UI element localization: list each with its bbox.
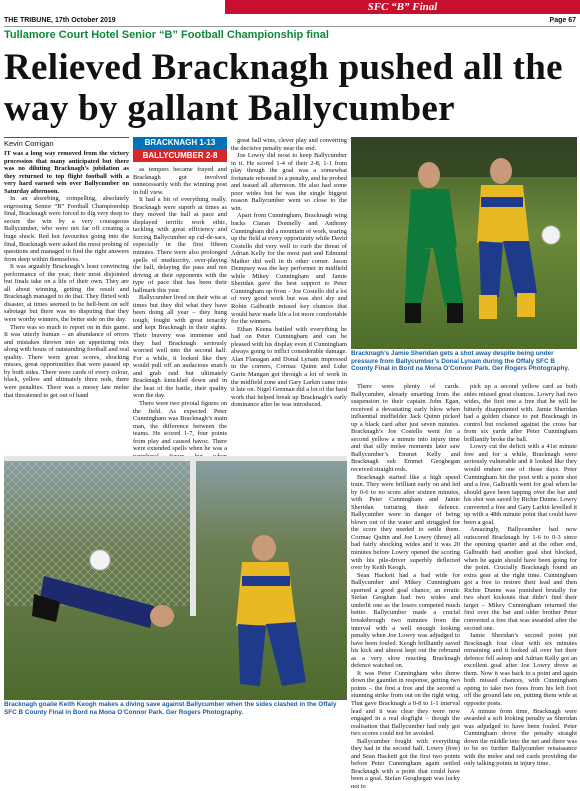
paragraph: Ballycumber fought with everything they had in the second half. Lowry (free) and Sean Hackett got the first two points before Peter Cunningham again settled Bracknagh with a point that could have been a goal. Stefan Geoghegan was lucky not to [351,737,460,790]
paragraph: Sean Hackett had a bad wide for Ballycumber and Mikey Cunningham spurned a good goal chance, an erratic Stefan Geoghan had two wides and underlit one as the losers competed much better. Ballycumber made a crucial breakthrough two minutes from the interval with a well enough looking penalty when Joe Lowry was adjudged to have been fouled. Keogh brilliantly saved his kick and almost kept out the rebound as a very slow reacting Bracknagh defence watched on. [351,571,460,670]
article-column-5 [464,383,577,768]
paragraph: Apart from Cunningham, Bracknagh wing backs Ciaran Donnelly and Anthony Cunningham did a mountain of work, tearing up the field at every opportunity while David Costello did very well to curb the threat of Adrian Kelly for the most part and Edmund Mather did well in th other corner. Jason Dempsey was the key performer in midfield while Mikey Cunningham and Jamie Sheridan gave the best support to Peter Cunningham up front – Joe Costello did a lot of very good work but was shot shy and Robin Galbraith missed key chances that would have made life a lot more comfortable for the winners. [231,212,347,326]
paragraph: A minute from time, Bracknagh were awarded a soft looking penalty as Sheridan was adjudged to have been fouled. Peter Cunningham drove the penalty straight down the middle into the net and there was to be no further Ballycumber renaissance with the melee and red cards providing the only talking points in injury time. [464,707,577,768]
article-column-3 [231,137,347,453]
photo-caption-top: Bracknagh’s Jamie Sheridan gets a shot away despite being under pressure from Ballycumber’s Donal Lynam during the Offaly SFC B County Final in Bord na Mona O’Connor Park. Ger Rogers Photography. [351,350,577,380]
page-number: Page 67 [549,17,576,24]
paragraph: Jamie Sheridan’s second point put Bracknagh four clear with six minutes remaining and it looked all over but their defence fell asleep and Adrian Kelly got an excellent goal after Joe Lowry drove at them. Now it was back to a point and again both missed chances, with Cunningham opting to take two frees from his left foot off the ground late on, putting them wide at opposite posts. [464,632,577,707]
kicker-sponsor: Tullamore Court Hotel [4,29,119,41]
paragraph: It was arguably Bracknagh’s least convincing performance of the year, their most disjointed but finals take on a life of their own. They are all about winning, getting the result and Bracknagh managed to do that. They flirted with disaster, at times seemed to be hell-bent on self sabotage but there was no disputing that they were worthy winners, the better side on the day. [4,263,129,324]
folio-line [4,15,576,27]
paragraph: IT was a long way removed from the victory procession that many anticipated but there was no diluting Bracknagh’s jubilation as they returned to top flight football with a very hard earned win over Ballycumber on Saturday afternoon. [4,150,129,195]
score-away: BALLYCUMBER 2-8 [133,149,227,162]
article-column-4 [351,383,460,790]
section-tag: SFC “B” Final [225,0,580,14]
paragraph: Bracknagh started like a high speed train. They were brilliant early on and led by 0-6 to no score after sixteen minutes, with Peter Cunningham and Jamie Sheridan torturing their defence. Ballycumber were in danger of being blown out of the water and struggled for the score they needed to settle them. Cormac Quinn and Joe Lowry (three) all had fairly shocking wides and it was 20 minutes before Lowry opened the scoring with his pile-driver superbly deflected over by Keith Keogh. [351,473,460,572]
paragraph: It was Peter Cunningham who threw down the gauntlet in response, getting two points – the first a free and the second a stunning strike from out on the right wing. That gave Bracknagh a 0-8 to 1-1 interval lead and it was clear they were now engaged in a real dogfight – though the realisation that Ballycumber had only got two scores could not be avoided. [351,669,460,738]
paragraph: There was so much to report on in this game. It was utterly human – an abundance of errors and mistakes thrown into an appetizing mix along with bouts of outstanding football and real quality. There were great scores, shocking misses, great opportunities that were passed up by both sides. There were cards of every colour, black, yellow and ultimately three reds, there were penalties. There was a messy late melee that threatened to get out of hand [4,323,129,399]
folio-date: THE TRIBUNE, 17th October 2019 [4,17,116,24]
paragraph: Amazingly, Ballycumber had now outscored Bracknagh by 1-6 to 0-3 since the opening quarter and at the other end, Galbraith had another goal shot blocked, when he again should have been going for the point. Crucially Bracknagh found an extra gear at the right time. Cunningham got a free to restore their lead and then Richie Dunne was punished brutally for two short kickouts that didn’t find their target – Mikey Cunningham returned the first over the bar and older brother Peter converted a free that was awarded after the second one. [464,526,577,632]
paragraph: Ethan Keena battled with everything he had on Peter Cunningham and can be pleased with his display even if Cunningham always going to inflict considerable damage. Alan Flanagan and Donal Lynam impressed in the corners, Cormac Quinn and Luke Garin Mangan got through a lot of work in the midfield zone and Gary Larkin came into it late on. Nigel Grennan did a lot of the hard work that helped break up Bracknagh’s early dominance after he was introduced. [231,325,347,409]
paragraph: great ball wins, clever play and converting the decisive penalty near the end. [231,137,347,152]
paragraph: There were plenty of cards. Ballycumber, already smarting from the suspension to their captain John Egan, received a devastating early blow when influential midfielder Jack Quinn picked up a black card after just seven minutes. Bracknagh’s Joe Costello went for a second yellow a minute into injury time and that silly melee moments later saw Ballycumber’s Emmet Kelly and Bracknagh sub Emmet Geoghegan received straight reds. [351,383,460,474]
paragraph: Ballycumber lived on their wits at times but they did what they have been doing all year – they hung tough, fought with great tenacity and kept Bracknagh in their sights. Their bravery was immense and they had Bracknagh seriously worried well into the second half. For a while, it looked like they would pull off an audacious snatch and grab raid but ultimately Bracknagh knuckled down and in the heat of the battle, their quality won the day. [133,294,227,400]
paragraph: as tempers became frayed and Bracknagh got involved unnecessarily with the winning post in full view. [133,166,227,196]
scorebox [133,137,227,163]
paragraph: Lowry cut the deficit with a 41st minute free and for a while, Bracknagh were seriously vulnerable and it looked like they would endure one of those days. Peter Cunningham hit the post with a point shot and a free, Galbraith went for goal when he should gave been tapping over the bar and his shot was saved by Richie Dunne. Lowry converted a free and Gary Larkin levelled it up with a 48th minute point that could have been a goal. [464,443,577,526]
score-home: BRACKNAGH 1-13 [133,137,227,149]
paragraph: There were two pivotal figures on the field. As expected Peter Cunningham was Bracknagh’s main man, the difference between the teams. He scored 1-7, four points from play and caused havoc. There were extended spells when he was a [133,399,227,453]
photo-sheridan-shot [351,137,577,349]
paragraph: Joe Lowry did most to keep Ballycumber in it. He scored 1-4 of their 2-8, 1-1 from play though the goal was a somewhat fortunate rebound to a penalty, and he probed and teased all afternoon. He also had some poor wides but he was the single biggest reason Ballycumber went so close to the win. [231,152,347,212]
photo-illustration [4,456,347,700]
article-column-2 [133,166,227,453]
photo-caption-bottom: Bracknagh goalie Keith Keogh makes a diving save against Ballycumber when the sides clashed in the Offaly SFC B County Final in Bord na Mona O’Connor Park. Ger Rogers Photography. [4,701,337,716]
kicker-title: Senior “B” Football Championship final [121,29,329,41]
article-column-1 [4,150,129,453]
headline: Relieved Bracknagh pushed all the way by gallant Ballycumber [4,47,563,129]
kicker [4,29,576,42]
paragraph: In an absorbing, compelling, absolutely engrossing Senior “B” Football Championship final, Bracknagh were forced to dig very deep to secure the win by a very courageous Ballycumber, who were not far off creating a huge shock. Red hot favourites going into the final, Bracknagh were asked the most probing of questions and managed to find the right answers from deep within themselves. [4,195,129,263]
paragraph: pick up a second yellow card as both sides missed great chances. Lowry had two wides, the first one a free that he will be bitterly disappointed with. Jamie Sheridan had a golden chance to put Bracknagh in control but rocketed against the cross bar from six yards after Peter Cunningham brilliantly broke the ball. [464,383,577,443]
paragraph: It had a bit of everything really. Bracknagh were superb at times as they moved the ball at pace and displayed terrific work ethic, tackling with great efficiency and forcing Ballycumber up cul-de-sacs, especially in the first fifteen minutes. There were also prolonged spells of mediocrity, over-playing the ball, delaying the pass and not driving at their opponents with the type of pace that has been their hallmark this year. [133,196,227,294]
photo-illustration [351,137,577,349]
byline: Kevin Corrigan [4,137,129,149]
photo-keogh-save [4,456,347,700]
